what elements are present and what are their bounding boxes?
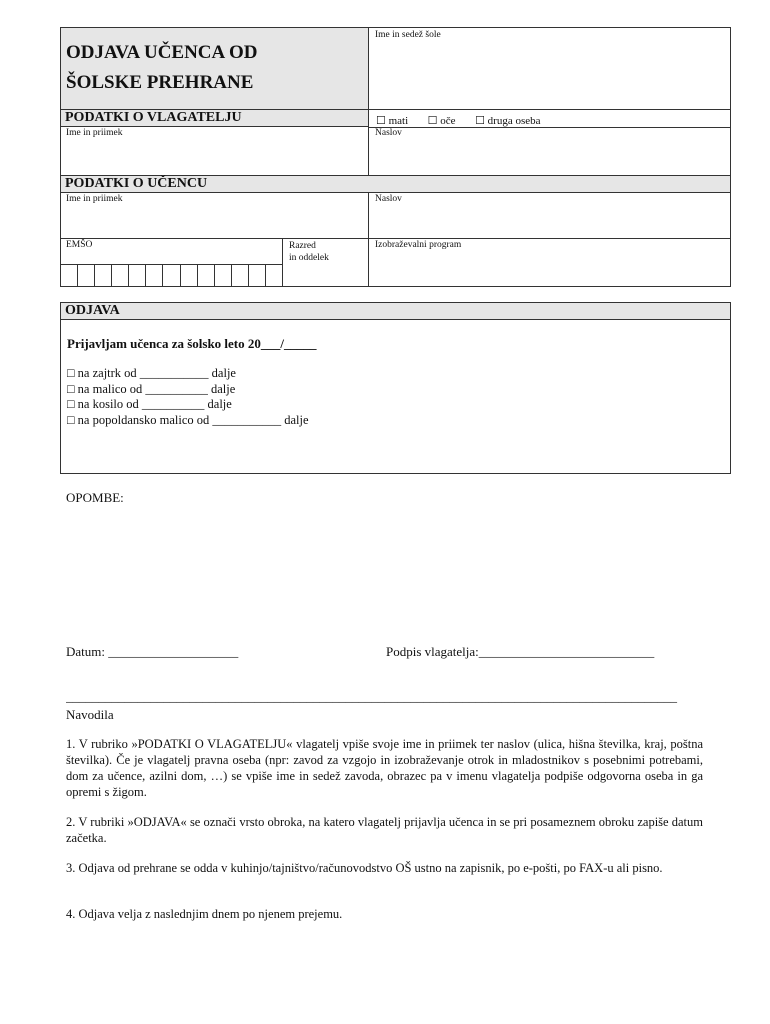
emso-digit-separator <box>214 264 215 287</box>
signature-field[interactable]: Podpis vlagatelja:___________________________ <box>386 644 655 659</box>
option-breakfast[interactable]: □ na zajtrk od ___________ dalje <box>67 366 236 380</box>
class-label-line2: in oddelek <box>289 253 329 263</box>
meal-options-list <box>67 366 309 428</box>
cancel-header-text: ODJAVA <box>65 303 120 318</box>
instruction-4: 4. Odjava velja z naslednjim dnem po njenem prejemu. <box>66 907 343 921</box>
emso-label: EMŠO <box>66 240 93 250</box>
cancel-header <box>61 303 730 320</box>
notes-label: OPOMBE: <box>66 490 124 505</box>
form-title <box>66 38 257 98</box>
student-name-label: Ime in priimek <box>66 194 123 204</box>
applicant-name-label: Ime in priimek <box>66 128 123 138</box>
date-field[interactable]: Datum: ____________________ <box>66 644 239 659</box>
checkbox-mother[interactable]: ☐ mati <box>376 115 409 127</box>
emso-digit-separator <box>265 264 266 287</box>
form-title-line1: ODJAVA UČENCA OD <box>66 42 258 63</box>
applicant-header <box>61 109 368 127</box>
divider <box>368 193 369 287</box>
applicant-address-label: Naslov <box>375 128 402 138</box>
form-title-line2: ŠOLSKE PREHRANE <box>66 72 254 93</box>
applicant-header-text: PODATKI O VLAGATELJU <box>65 110 242 125</box>
cancel-lead: Prijavljam učenca za šolsko leto 20___/_____ <box>67 336 317 351</box>
emso-digit-separator <box>111 264 112 287</box>
divider <box>368 109 731 110</box>
instruction-2: 2. V rubriki »ODJAVA« se označi vrsto obroka, na katero vlagatelj prijavlja učenca in se pri posameznem obroku zapiše datum začetka. <box>66 815 703 845</box>
emso-digit-separator <box>197 264 198 287</box>
class-label <box>289 240 329 264</box>
option-lunch[interactable]: □ na kosilo od __________ dalje <box>67 397 232 411</box>
checkbox-other-person[interactable]: ☐ druga oseba <box>475 115 541 127</box>
emso-digit-separator <box>162 264 163 287</box>
school-label: Ime in sedež šole <box>375 30 441 40</box>
emso-digit-separator <box>231 264 232 287</box>
option-morning-snack[interactable]: □ na malico od __________ dalje <box>67 381 236 396</box>
checkbox-father[interactable]: ☐ oče <box>427 115 456 127</box>
student-address-label: Naslov <box>375 194 402 204</box>
instructions-title: Navodila <box>66 707 114 722</box>
emso-digit-separator <box>145 264 146 287</box>
separator-line: ______________________________________________________________________________________________ <box>66 689 677 704</box>
emso-digit-separator <box>77 264 78 287</box>
applicant-role-options <box>376 114 541 127</box>
divider <box>60 238 731 239</box>
divider <box>368 27 369 175</box>
program-label: Izobraževalni program <box>375 240 462 250</box>
instruction-3: 3. Odjava od prehrane se odda v kuhinjo/tajništvo/računovodstvo OŠ ustno na zapisnik, po e-pošti, po FAX-u ali pisno. <box>66 861 663 875</box>
divider <box>368 127 731 128</box>
instruction-1: 1. V rubriko »PODATKI O VLAGATELJU« vlagatelj vpiše svoje ime in priimek ter naslov (ulica, hišna številka, kraj, poštna številka). Če je vlagatelj pravna oseba (npr: zavod za vzgojo in izobraževanje otrok in mladostnikov s posebnimi potrebami, dom za učence, azilni dom, …) se vpiše ime in sedež zavoda, obrazec pa v imenu vlagatelja podpiše odgovorna oseba in ga opremi s žigom. <box>66 737 703 799</box>
class-label-line1: Razred <box>289 241 316 251</box>
divider <box>282 238 283 287</box>
emso-digit-separator <box>248 264 249 287</box>
emso-digit-separator <box>128 264 129 287</box>
option-afternoon-snack[interactable]: □ na popoldansko malico od ___________ dalje <box>67 412 309 427</box>
emso-digit-separator <box>94 264 95 287</box>
student-header <box>61 175 730 193</box>
emso-digit-separator <box>180 264 181 287</box>
student-header-text: PODATKI O UČENCU <box>65 176 208 191</box>
